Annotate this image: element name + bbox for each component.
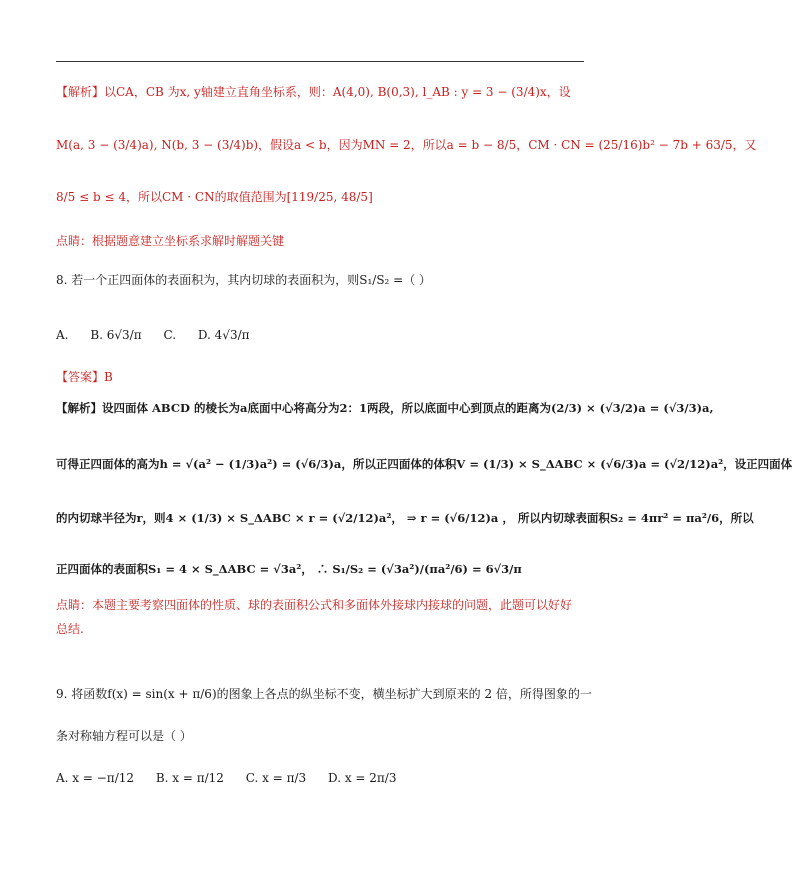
q9-option-c[interactable]: C. x = π/3 bbox=[245, 771, 307, 785]
q8-option-d[interactable]: D. 4√3/π bbox=[197, 328, 250, 342]
q8-option-b[interactable]: B. 6√3/π bbox=[90, 328, 142, 342]
q8-answer: 【答案】B bbox=[56, 370, 113, 384]
q7-tip: 点睛：根据题意建立坐标系求解时解题关键 bbox=[56, 234, 285, 248]
q7-analysis-line-3: 8/5 ≤ b ≤ 4，所以CM · CN的取值范围为[119/25, 48/5] bbox=[56, 190, 373, 204]
q8-tip-line-2: 总结. bbox=[56, 622, 84, 636]
q8-analysis-line-2: 可得正四面体的高为h = √(a² − (1/3)a²) = (√6/3)a，所以正四面体的体积V = (1/3) × S_ΔABC × (√6/3)a = (√2/12)a²，设正四面体 bbox=[56, 457, 792, 471]
q7-analysis-line-1: 【解析】以CA，CB 为x, y轴建立直角坐标系，则：A(4,0), B(0,3), l_AB : y = 3 − (3/4)x，设 bbox=[56, 85, 571, 99]
q8-option-a[interactable]: A. bbox=[56, 328, 69, 342]
q8-options bbox=[56, 327, 268, 343]
q8-analysis-line-4: 正四面体的表面积S₁ = 4 × S_ΔABC = √3a²， ∴ S₁/S₂ = (√3a²)/(πa²/6) = 6√3/π bbox=[56, 562, 522, 576]
q8-analysis-line-3: 的内切球半径为r，则4 × (1/3) × S_ΔABC × r = (√2/12)a²， ⇒ r = (√6/12)a ， 所以内切球表面积S₂ = 4πr² = πa²/6，所以 bbox=[56, 511, 754, 525]
header-rule bbox=[56, 61, 584, 62]
q8-option-c[interactable]: C. bbox=[163, 328, 177, 342]
q9-option-d[interactable]: D. x = 2π/3 bbox=[328, 771, 397, 785]
q9-option-b[interactable]: B. x = π/12 bbox=[155, 771, 224, 785]
q9-options bbox=[56, 770, 414, 786]
q9-stem-line-2: 条对称轴方程可以是（ ） bbox=[56, 729, 192, 743]
q8-analysis-line-1: 【解析】设四面体 ABCD 的棱长为a底面中心将高分为2：1两段，所以底面中心到顶点的距离为(2/3) × (√3/2)a = (√3/3)a, bbox=[56, 401, 714, 415]
q8-stem: 8. 若一个正四面体的表面积为，其内切球的表面积为，则S₁/S₂ =（ ） bbox=[56, 273, 432, 287]
q7-analysis-line-2: M(a, 3 − (3/4)a), N(b, 3 − (3/4)b)，假设a < b，因为MN = 2，所以a = b − 8/5，CM · CN = (25/16)b² − 7b + 63/5，又 bbox=[56, 138, 757, 152]
q9-stem-line-1: 9. 将函数f(x) = sin(x + π/6)的图象上各点的纵坐标不变，横坐标扩大到原来的 2 倍，所得图象的一 bbox=[56, 687, 592, 701]
q8-tip-line-1: 点睛：本题主要考察四面体的性质、球的表面积公式和多面体外接球内接球的问题，此题可以好好 bbox=[56, 598, 573, 612]
q9-option-a[interactable]: A. x = −π/12 bbox=[56, 771, 134, 785]
